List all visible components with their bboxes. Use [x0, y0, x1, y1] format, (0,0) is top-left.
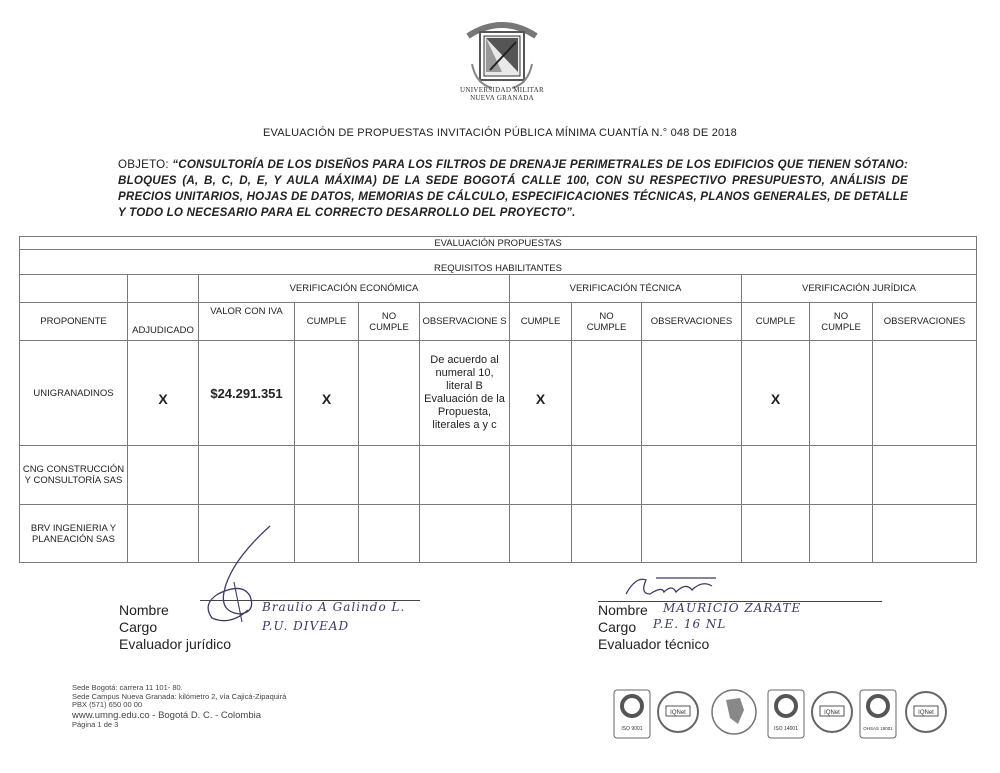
cell-adjudicado — [128, 505, 199, 563]
cell-adjudicado: X — [128, 341, 199, 446]
header-jur-cumple: CUMPLE — [742, 303, 810, 341]
cell-econ-no-cumple — [359, 505, 420, 563]
left-role: Evaluador jurídico — [119, 636, 232, 652]
left-nombre-label: Nombre — [119, 602, 169, 618]
header-econ-observaciones: OBSERVACIONE S — [420, 303, 510, 341]
iqnet-label: IQNet — [824, 710, 840, 716]
blank-header-cell — [20, 275, 128, 303]
left-handwritten-cargo: P.U. DIVEAD — [262, 619, 350, 633]
cell-econ-observaciones: De acuerdo al numeral 10, literal B Evaluación de la Propuesta, literales a y c — [420, 341, 510, 446]
header-jur-no-cumple: NO CUMPLE — [810, 303, 873, 341]
cell-jur-cumple — [742, 446, 810, 505]
cell-proponente: UNIGRANADINOS — [20, 341, 128, 446]
university-name-line1: UNIVERSIDAD MILITAR — [460, 86, 544, 94]
ohsas-label: OHSAS 18001 — [863, 726, 893, 731]
right-cargo-label: Cargo — [598, 619, 637, 635]
iqnet-label: IQNet — [918, 710, 934, 716]
cell-proponente: CNG CONSTRUCCIÓN Y CONSULTORÍA SAS — [20, 446, 128, 505]
evaluation-table — [19, 236, 977, 563]
cell-adjudicado — [128, 446, 199, 505]
header-valor: VALOR CON IVA — [199, 303, 295, 341]
cell-valor — [199, 446, 295, 505]
cell-econ-cumple: X — [295, 341, 359, 446]
objeto-text: “CONSULTORÍA DE LOS DISEÑOS PARA LOS FILTROS DE DRENAJE PERIMETRALES DE LOS EDIFICIOS QUE TIENEN SÓTANO: BLOQUES (A, B, C, D, E, Y AULA MÁXIMA) DE LA SEDE BOGOTÁ CALLE 100, CON SU RESPECTIVO PRESUPUESTO, ANÁLISIS DE PRECIOS UNITARIOS, HOJAS DE DATOS, MEMORIAS DE CÁLCULO, ESPECIFICACIONES TÉCNICAS, PLANOS GENERALES, DE DETALLE Y TODO LO NECESARIO PARA EL CORRECTO DESARROLLO DEL PROYECTO”. — [118, 158, 909, 219]
footer-line1: Sede Bogotá: carrera 11 101- 80. — [72, 683, 183, 692]
left-handwritten-name: Braulio A Galindo L. — [262, 600, 406, 614]
cell-tec-observaciones — [642, 446, 742, 505]
right-nombre-label: Nombre — [598, 602, 648, 618]
cell-jur-no-cumple — [810, 446, 873, 505]
objeto-paragraph — [118, 157, 908, 221]
cell-econ-observaciones — [420, 446, 510, 505]
table-row — [20, 341, 977, 446]
header-proponente: PROPONENTE — [20, 303, 128, 341]
cell-econ-no-cumple — [359, 341, 420, 446]
header-tec-no-cumple: NO CUMPLE — [572, 303, 642, 341]
cell-econ-no-cumple — [359, 446, 420, 505]
icontec-iso14001-icon — [768, 690, 804, 738]
iso9001-label: ISO 9001 — [621, 726, 643, 732]
table-title: EVALUACIÓN PROPUESTAS — [20, 237, 977, 250]
objeto-label: OBJETO: — [118, 158, 169, 171]
cell-tec-no-cumple — [572, 505, 642, 563]
group-economica: VERIFICACIÓN ECONÓMICA — [199, 275, 510, 303]
cell-tec-cumple: X — [510, 341, 572, 446]
group-juridica: VERIFICACIÓN JURÍDICA — [742, 275, 977, 303]
header-jur-observaciones: OBSERVACIONES — [873, 303, 977, 341]
cell-tec-cumple — [510, 446, 572, 505]
cell-proponente: BRV INGENIERIA Y PLANEACIÓN SAS — [20, 505, 128, 563]
cell-jur-observaciones — [873, 341, 977, 446]
footer-website: www.umng.edu.co - Bogotá D. C. - Colombia — [72, 709, 262, 721]
cell-tec-observaciones — [642, 341, 742, 446]
cell-econ-cumple — [295, 505, 359, 563]
right-handwritten-cargo: P.E. 16 NL — [653, 617, 727, 631]
cell-econ-observaciones — [420, 505, 510, 563]
university-name — [430, 86, 574, 102]
right-handwritten-name: MAURICIO ZARATE — [663, 601, 802, 615]
cell-jur-no-cumple — [810, 505, 873, 563]
cell-econ-cumple — [295, 446, 359, 505]
icontec-iso9001-icon — [614, 690, 650, 738]
footer-line2: Sede Campus Nueva Granada: kilómetro 2, vía Cajicá-Zipaquirá — [72, 691, 287, 701]
footer-contact — [72, 684, 286, 729]
footer-page-number: Página 1 de 3 — [72, 719, 119, 729]
table-row — [20, 505, 977, 563]
table-row — [20, 446, 977, 505]
signature-scribble-left — [190, 522, 300, 632]
cell-tec-observaciones — [642, 505, 742, 563]
cell-tec-no-cumple — [572, 341, 642, 446]
header-econ-no-cumple: NO CUMPLE — [359, 303, 420, 341]
iqnet-icon — [812, 692, 852, 732]
table-subtitle: REQUISITOS HABILITANTES — [20, 250, 977, 275]
iso14001-label: ISO 14001 — [774, 726, 798, 732]
header-adjudicado: ADJUDICADO — [128, 303, 199, 341]
group-tecnica: VERIFICACIÓN TÉCNICA — [510, 275, 742, 303]
certification-logos — [612, 688, 952, 748]
right-role: Evaluador técnico — [598, 636, 710, 652]
iqnet-icon — [658, 692, 698, 732]
icontec-ohsas18001-icon — [860, 690, 896, 738]
cell-jur-cumple: X — [742, 341, 810, 446]
cell-tec-cumple — [510, 505, 572, 563]
iqnet-label: IQNet — [670, 710, 686, 716]
header-tec-observaciones: OBSERVACIONES — [642, 303, 742, 341]
blank-header-cell — [128, 275, 199, 303]
signature-scribble-right — [616, 572, 726, 602]
cell-jur-cumple — [742, 505, 810, 563]
footer-line3: PBX (571) 650 00 00 — [72, 700, 143, 710]
colombia-map-seal-icon — [712, 690, 756, 734]
cell-tec-no-cumple — [572, 446, 642, 505]
iqnet-icon — [906, 692, 946, 732]
header-econ-cumple: CUMPLE — [295, 303, 359, 341]
document-title: EVALUACIÓN DE PROPUESTAS INVITACIÓN PÚBLICA MÍNIMA CUANTÍA N.° 048 DE 2018 — [263, 127, 737, 139]
cell-jur-no-cumple — [810, 341, 873, 446]
left-cargo-label: Cargo — [119, 619, 158, 635]
cell-jur-observaciones — [873, 505, 977, 563]
cell-valor: $24.291.351 — [199, 341, 295, 446]
header-tec-cumple: CUMPLE — [510, 303, 572, 341]
university-name-line2: NUEVA GRANADA — [470, 94, 534, 102]
cell-jur-observaciones — [873, 446, 977, 505]
